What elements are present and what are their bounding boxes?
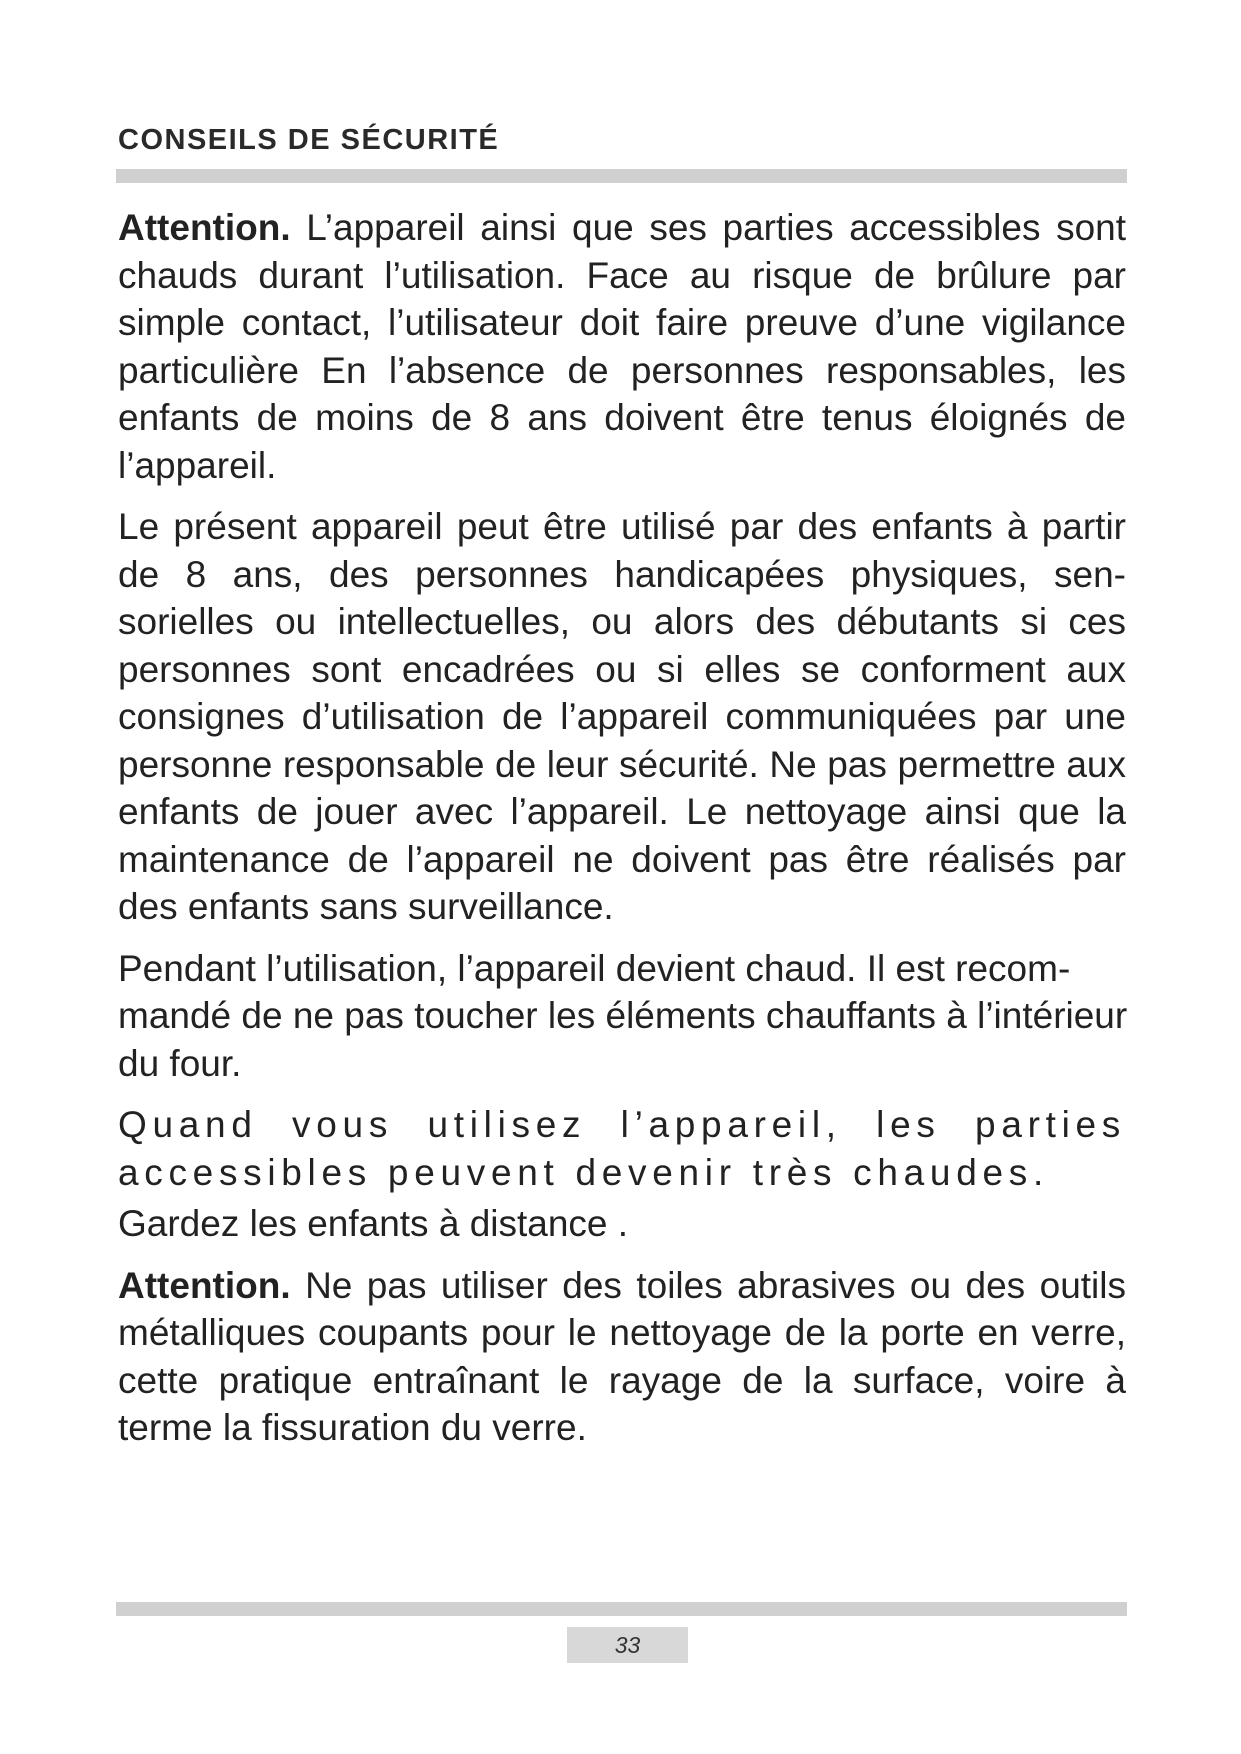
paragraph-accessible-parts: [118, 1101, 1126, 1196]
page-number: 33: [567, 1627, 688, 1663]
attention-label: Attention.: [118, 207, 291, 248]
paragraph-text: Pendant l’utilisation, l’appareil devient chaud. Il est recommandé de ne pas toucher les éléments chauffants à l’intérieur du four.: [118, 947, 1128, 1084]
paragraph-keep-children-away: [118, 1200, 1126, 1248]
warning-paragraph-hot-surfaces: [118, 204, 1126, 489]
warning-paragraph-glass-door: [118, 1262, 1126, 1452]
paragraph-text: Le présent appareil peut être utilisé par des enfants à partir de 8 ans, des personnes handicapées physiques, sensorielles ou intellectuelles, ou alors des débutants si ces personnes sont encadrées ou si elles se conforment aux consignes d’utilisation de l’appareil communiquées par une personne responsable de leur sécurité. Ne pas permettre aux enfants de jouer avec l’appareil. Le nettoyage ainsi que la maintenance de l’appareil ne doivent pas être réalisés par des enfants sans surveillance.: [118, 506, 1126, 927]
section-title: CONSEILS DE SÉCURITÉ: [118, 124, 500, 156]
footer-divider: [116, 1602, 1127, 1616]
paragraph-text: Gardez les enfants à distance .: [118, 1203, 629, 1244]
paragraph-text: L’appareil ainsi que ses parties accessibles sont chauds durant l’utilisation. Face au risque de brûlure par simple contact, l’utilisateur doit faire preuve d’une vigilance particulière En l’absence de personnes responsables, les enfants de moins de 8 ans doivent être tenus éloignés de l’appareil.: [118, 207, 1127, 486]
paragraph-children-usage: [118, 503, 1126, 931]
header-divider: [116, 169, 1127, 183]
attention-label: Attention.: [118, 1264, 291, 1306]
paragraph-heating-elements: [118, 945, 1158, 1088]
paragraph-text: Ne pas utiliser des toiles abrasives ou des outils métalliques coupants pour le nettoyage de la porte en verre, cette pratique entraînant le rayage de la surface, voire à terme la fissuration du verre.: [118, 1264, 1126, 1448]
page-body: [118, 204, 1126, 1466]
paragraph-text: Quand vous utilisez l’appareil, les parties accessibles peuvent devenir très chaudes.: [118, 1104, 1126, 1193]
